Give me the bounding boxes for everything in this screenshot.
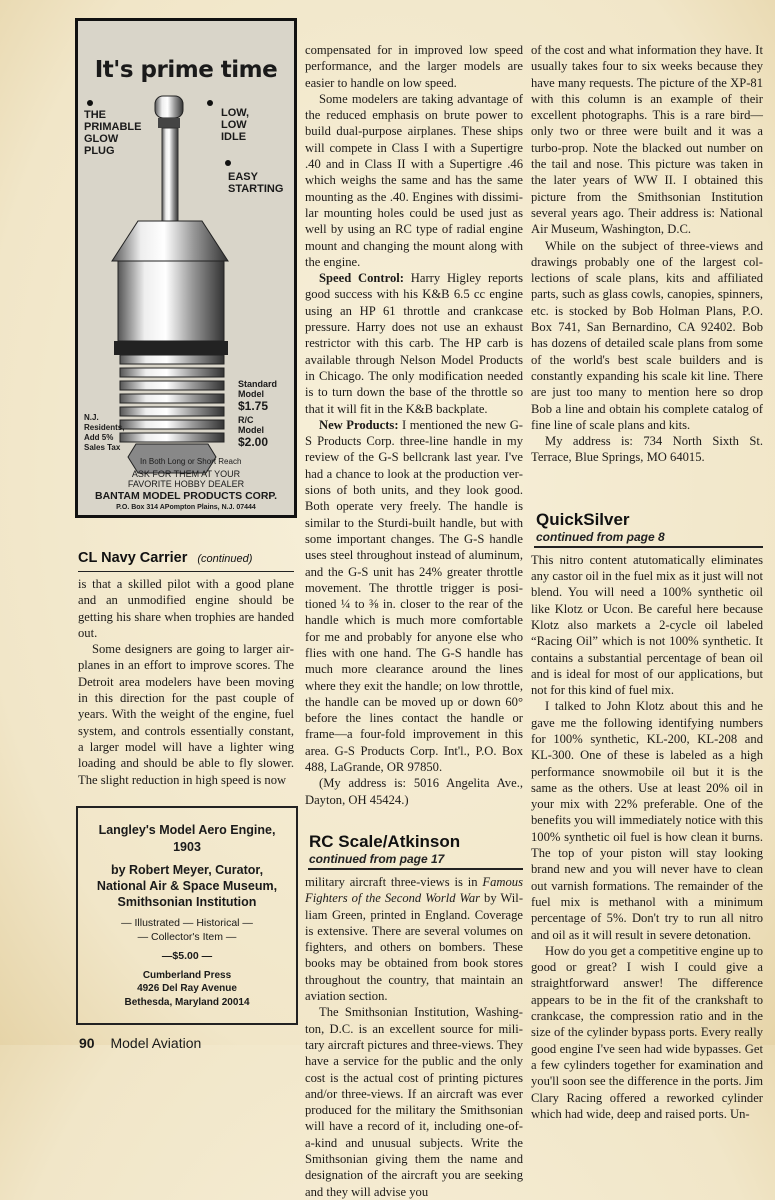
book-title: Famous Fighters of the Second World War: [305, 874, 523, 906]
label: Model: [238, 389, 264, 399]
callout-line: EASY: [228, 171, 258, 183]
cl-navy-continuation-column: [305, 42, 523, 808]
left-column: [75, 18, 297, 1051]
company-address: P.O. Box 314 APompton Plains, N.J. 07444: [116, 504, 256, 511]
standard-model-price: [238, 379, 277, 413]
ad-callout-low-idle: [221, 107, 249, 143]
paragraph-speed-control: [305, 270, 523, 417]
section-rule: [308, 868, 523, 870]
book-year: 1903: [173, 839, 201, 854]
callout-line: LOW,: [221, 107, 250, 119]
page-footer: [75, 1035, 297, 1051]
line: Add 5%: [84, 433, 114, 442]
author-affiliation: National Air & Space Museum,: [96, 878, 278, 893]
rc-model-price: [238, 415, 268, 449]
book-title: Langley's Model Aero Engine,: [98, 822, 276, 837]
rc-scale-continuation-column: [531, 42, 763, 466]
book-price: —$5.00 —: [161, 949, 213, 962]
cl-navy-body: [78, 576, 294, 788]
line: N.J.: [84, 413, 99, 422]
label: Standard: [238, 379, 278, 389]
paragraph-text: I mentioned the new G-S Products Corp. three-line handle in my review of the G-S bellcrank last year. I've had a chance to look at the production versions of both units, and they look good. Both operate very freely. The handle is similar to the Sturdi-built handle, but with some important changes. The G-S handle uses steel throughout instead of aluminum, and the G-S unit has 24% greater throttle movement. The throttle trigger is positioned ¼ to ⅜ in. closer to the rear of the handle which is much more comfortable for me and probably for anyone else who flies with one hand. The G-S handle has much more clearance around the lines where they exit the handle; on low throttle, the handle can be moved up or down 60° before the lines contact the handle or frame—a four-fold improvement in this area. G-S Products Corp. Int'l., P.O. Box 488, LaGrande, OR 97850.: [305, 417, 523, 775]
publisher: Cumberland Press: [142, 969, 232, 981]
company-name: BANTAM MODEL PRODUCTS CORP.: [94, 490, 277, 502]
paragraph: is that a skilled pilot with a good plane and an unmodified engine should be getting his share when trophies are handed out.: [78, 577, 294, 640]
paragraph: My address is: 734 North Sixth St. Terrace, Blue Springs, MO 64015.: [531, 434, 763, 465]
callout-line: LOW: [221, 119, 247, 131]
page-number: 90: [79, 1035, 95, 1052]
paragraph: While on the subject of three-views and drawings probably one of the largest collections of scale plans, kits and affiliated parts, such as glass cowls, canopies, spinners, etc. is stocked by Bob Holman Plans, P.O. Box 741, San Bernardino, CA 92402. Bob has dozens of detailed scale plans from some of the world's best scale builders and is constantly expanding his scale kit line. There are just too many to mention here so drop Bob a line and obtain his complete catalog of fine line of scale plans and kits.: [531, 238, 763, 432]
ad-callout-primable: [84, 109, 141, 157]
paragraph: This nitro content atutomatically eliminates any castor oil in the fuel mix as it just will not blend. You will need a 100% synthetic oil like Klotz or Ucon. Be careful here because Klotz also markets a 2-cycle oil labeled “Racing Oil” which is not 100% synthetic. It contains a substantial percentage of bean oil and is ideal for most of our applications, but not for this kind of fuel mix.: [531, 552, 763, 698]
book-author: by Robert Meyer, Curator,: [110, 862, 264, 877]
book-tags: — Collector's Item —: [137, 930, 237, 943]
ad-callout-easy-starting: [228, 171, 283, 195]
text: by William Green, printed in England. Coverage is extensive. There are several volumes on fighters, and others on bombers. These books may be obtained from book stores throughout the country, that maintain an aviation section.: [305, 891, 524, 1004]
publisher-city: Bethesda, Maryland 20014: [124, 996, 250, 1008]
glow-plug-advertisement: [75, 18, 297, 518]
paragraph-text: Harry Higley reports good success with his K&B 6.5 cc engine using an HP 61 throttle and crankcase pressure. Harry does not use an exhaust restrictor with this carb. The HP carb is available through Nelson Model Products in Chicago. The only modification needed is to turn down the base of the throttle so that it will fit in the K&B backplate.: [305, 271, 524, 416]
langley-book-advertisement: [76, 806, 298, 1026]
publisher-street: 4926 Del Ray Avenue: [137, 983, 237, 995]
label: R/C: [238, 415, 254, 425]
run-in-heading: Speed Control:: [319, 271, 404, 286]
paragraph: of the cost and what information they have. It usually takes four to six weeks because they have many requests. The picture of the XP-81 with this column is an example of their excellent photographs. This is a rare bird—only two or three were built and it was a turbo-prop. Note the blacked out number on the tail and nose. This picture was taken in the later years of WW II. I obtained this picture from the Smithsonian Institution several years ago. Their address is: National Air Museum, Washington, D.C.: [531, 43, 763, 237]
quicksilver-body: [531, 552, 763, 1122]
right-column: [531, 42, 763, 1122]
paragraph: compensated for in improved low speed performance, and the larger models are easier to handle on low speed.: [305, 43, 523, 90]
callout-line: IDLE: [221, 131, 247, 143]
paragraph: Some designers are going to larger airplanes in an effort to improve scores. The Detroit area modelers have been moving in this direction for the past couple of years. With the weight of the engine, fuel system, and controls essentially constant, a larger model will have a lighter wing loading and should be able to fly slower. The slight reduction in high speed is now: [78, 642, 294, 787]
callout-line: PLUG: [84, 145, 115, 157]
quicksilver-heading: QuickSilver: [536, 509, 630, 529]
continued-label: (continued): [197, 553, 253, 565]
paragraph-new-products: [305, 417, 523, 776]
section-rule: [78, 571, 294, 572]
book-tags: — Illustrated — Historical —: [121, 916, 253, 929]
paragraph: [305, 874, 523, 1004]
price: $1.75: [238, 399, 269, 413]
paragraph: (My address is: 5016 Angelita Ave., Dayton, OH 45424.): [305, 776, 523, 807]
callout-line: STARTING: [228, 183, 284, 195]
middle-column: [305, 42, 523, 1200]
heading-text: CL Navy Carrier: [78, 550, 188, 566]
text: military aircraft three-views is in: [305, 874, 483, 889]
rc-scale-body: [305, 874, 523, 1200]
rc-scale-heading: RC Scale/Atkinson: [309, 831, 461, 851]
ad-title: It's prime time: [94, 57, 278, 83]
ask-dealer-2: FAVORITE HOBBY DEALER: [127, 479, 245, 489]
author-institution: Smithsonian Institution: [117, 894, 257, 909]
paragraph: Some modelers are taking advantage of the reduced emphasis on brute power to build dual-purpose airplanes. These ships will compete in Class I with a Supertigre .40 and in Class II with a Supertigre .46 which weighs the same and has the same mounting as the .40. Engines with dissimilar mounting holes could be used just as well by using an RC type of radial engine mount and changing the mount along with the engine.: [305, 91, 523, 269]
line: Sales Tax: [84, 443, 121, 452]
ask-dealer-1: ASK FOR THEM AT YOUR: [131, 469, 241, 479]
paragraph: I talked to John Klotz about this and he gave me the following identifying numbers for 100% synthetic, KL-200, KL-208 and KL-300. One of these is labeled as a high performance snowmobile oil but it is the same as the others. Use at least 20% oil in your mix with 22% preferable. One of the benefits you will immediately notice with this 100% synthetic oil fuel is how clean it burns. The top of your piston will stay looking brand new and you will never have to clean out varnish formations. The remainder of the fuel mix is methanol with a minimum percentage of 5%. Don't try to run all nitro and oil as it will result in severe detonation.: [531, 699, 763, 942]
cl-navy-heading: [78, 548, 294, 569]
section-rule: [534, 546, 763, 548]
quicksilver-continued: continued from page 8: [536, 529, 665, 544]
callout-line: PRIMABLE: [84, 121, 142, 133]
paragraph: The Smithsonian Institution, Washington, D.C. is an excellent source for military aircraft pictures and three-views. They have a service for the public and the only cost is the actual cost of printing pictures and/or three-views. If an aircraft was ever produced for the military the Smithsonian will have a record of it, including one-of-a-kind and unusual subjects. Write the Smithsonian giving them the name and designation of the aircraft you are seeking and they will advise you: [305, 1005, 523, 1199]
label: Model: [238, 425, 264, 435]
price: $2.00: [238, 435, 269, 449]
callout-line: THE: [84, 109, 106, 121]
paragraph: How do you get a competitive engine up to good or great? I wish I could give a straightforward answer! The difference appears to be in the fit of the crankshaft to crankcase, the compression ratio and in the size of the cylinder bypass ports. Every really good engine I've seen had wide bypasses. Get a few cylinders together for examination and you'll soon see the difference in the ports. Jim Clary Racing offered a reworked cylinder which had wide, deep and raised ports. Un-: [531, 943, 763, 1121]
rc-scale-continued: continued from page 17: [309, 851, 445, 866]
line: Residents,: [84, 423, 125, 432]
sales-tax-note: [84, 413, 124, 453]
reach-note: In Both Long or Short Reach: [140, 457, 242, 466]
magazine-name: Model Aviation: [110, 1035, 202, 1052]
callout-line: GLOW: [84, 133, 119, 145]
run-in-heading: New Products:: [319, 417, 399, 432]
